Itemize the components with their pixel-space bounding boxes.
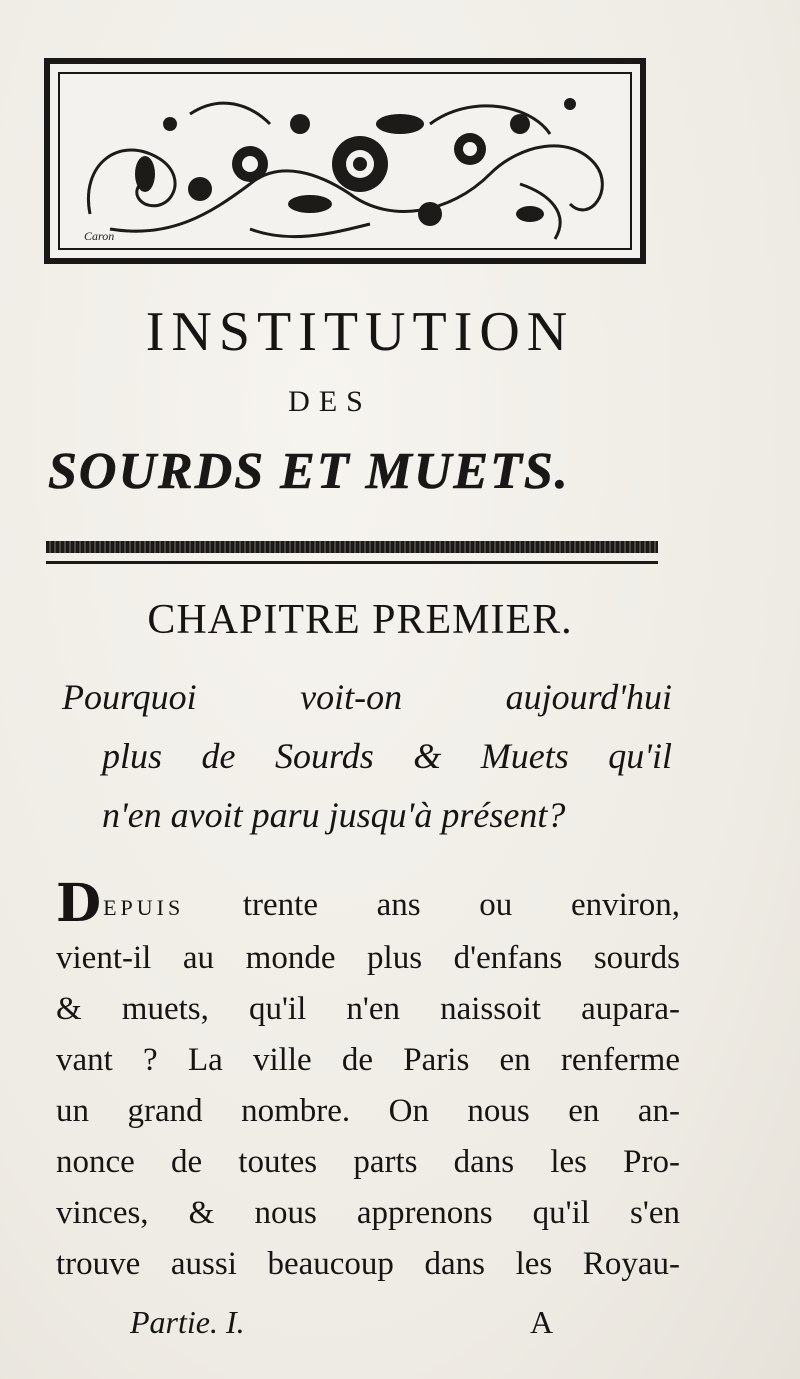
body-line: & muets, qu'il n'en naissoit aupara- — [56, 991, 680, 1027]
body-line: vinces, & nous apprenons qu'il s'en — [56, 1195, 680, 1231]
page-title-connector: DES — [288, 385, 372, 418]
chapter-question — [62, 668, 672, 845]
drop-cap: D — [56, 873, 104, 934]
body-line: trouve aussi beaucoup dans les Royau- — [56, 1246, 680, 1282]
chapter-heading: CHAPITRE PREMIER. — [147, 597, 573, 643]
body-line: vient-il au monde plus d'enfans sourds — [56, 940, 680, 976]
first-word-smallcaps: EPUIS — [103, 895, 185, 920]
decorative-rule-thick — [46, 541, 658, 553]
first-line-text: trente ans ou environ, — [184, 887, 680, 923]
floral-scroll-ornament-icon — [50, 64, 640, 258]
page-title-subject: SOURDS ET MUETS. — [48, 443, 570, 500]
body-paragraph — [56, 873, 680, 1290]
engraver-signature: Caron — [84, 229, 115, 243]
chapter-question-line: plus de Sourds & Muets qu'il — [102, 736, 672, 776]
decorative-rule-thin — [46, 561, 658, 564]
chapter-question-line: Pourquoi voit-on aujourd'hui — [62, 677, 672, 717]
body-first-line — [56, 873, 680, 934]
body-line: un grand nombre. On nous en an- — [56, 1093, 680, 1129]
page-title-main: INSTITUTION — [145, 301, 575, 363]
signature-mark: A — [530, 1304, 554, 1340]
ornamental-headpiece — [44, 58, 646, 264]
chapter-question-line: n'en avoit paru jusqu'à présent? — [102, 795, 566, 835]
signature-label: Partie. I. — [130, 1304, 245, 1340]
body-line: nonce de toutes parts dans les Pro- — [56, 1144, 680, 1180]
body-line: vant ? La ville de Paris en renferme — [56, 1042, 680, 1078]
